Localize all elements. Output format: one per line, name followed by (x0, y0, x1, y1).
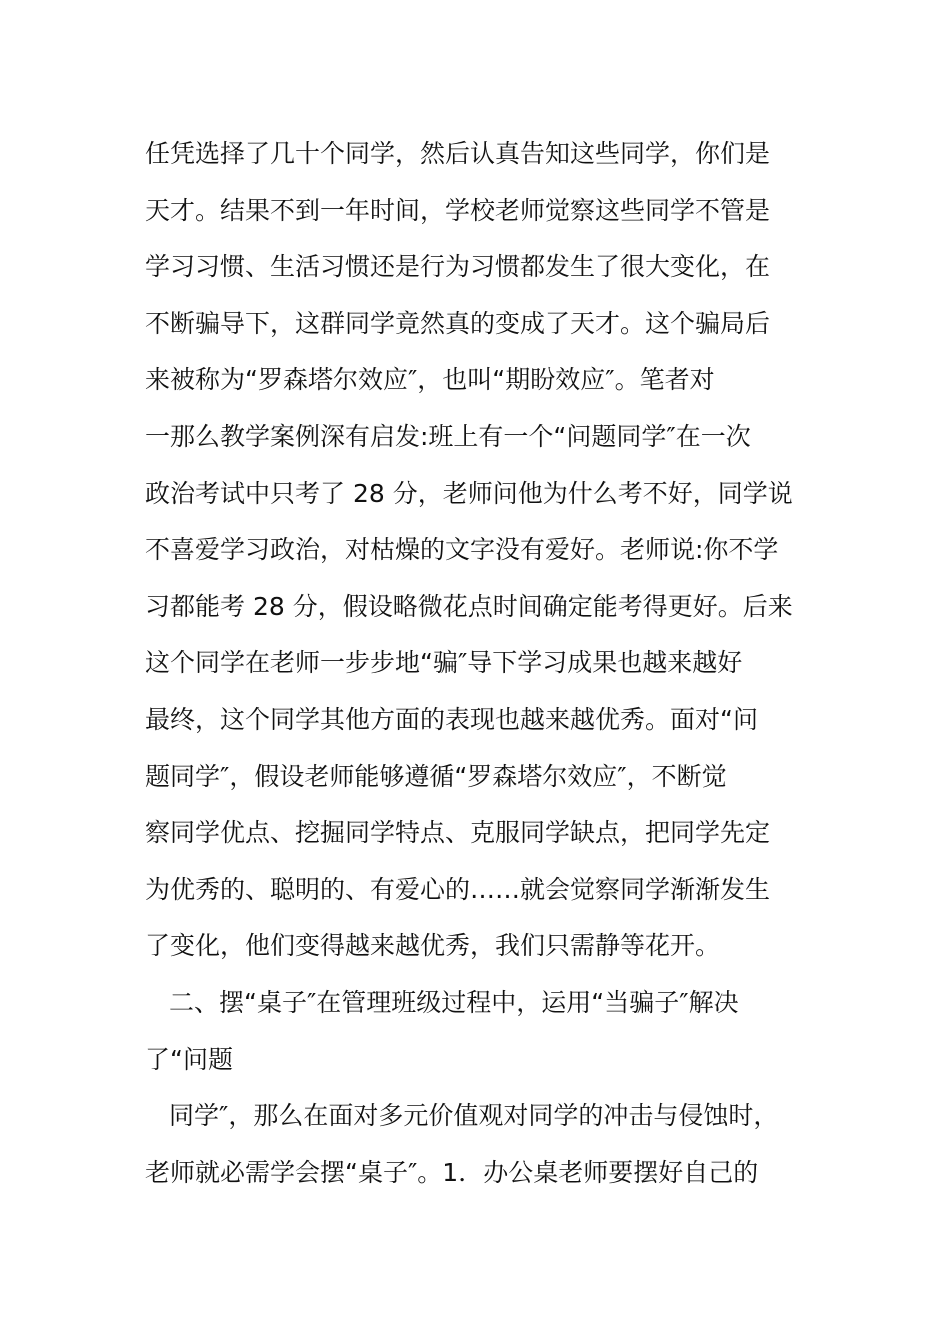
text-line: 老师就必需学会摆“桌子″。1．办公桌老师要摆好自己的 (145, 1157, 759, 1187)
text-line: 不喜爱学习政治，对枯燥的文字没有爱好。老师说:你不学 (145, 535, 779, 565)
text-line: 不断骗导下，这群同学竟然真的变成了天才。这个骗局后 (145, 308, 771, 338)
text-line: 任凭选择了几十个同学，然后认真告知这些同学，你们是 (145, 139, 771, 168)
text-line: 为优秀的、聪明的、有爱心的……就会觉察同学渐渐发生 (145, 874, 771, 904)
text-line: 这个同学在老师一步步地“骗″导下学习成果也越来越好 (145, 648, 743, 678)
text-line: 察同学优点、挖掘同学特点、克服同学缺点，把同学先定 (145, 818, 771, 848)
text-line: 同学″，那么在面对多元价值观对同学的冲击与侵蚀时， (169, 1101, 779, 1131)
text-line: 了“问题 (145, 1044, 233, 1074)
section-heading-line: 二、摆“桌子″在管理班级过程中，运用“当骗子″解决 (169, 987, 739, 1017)
body-text (145, 126, 815, 1201)
text-line: 最终，这个同学其他方面的表现也越来越优秀。面对“问 (145, 704, 758, 734)
text-line: 政治考试中只考了 28 分，老师问他为什么考不好，同学说 (145, 478, 793, 508)
text-line: 一那么教学案例深有启发:班上有一个“问题同学″在一次 (145, 421, 751, 451)
text-line: 来被称为“罗森塔尔效应″，也叫“期盼效应″。笔者对 (145, 365, 715, 395)
text-line: 习都能考 28 分，假设略微花点时间确定能考得更好。后来 (145, 591, 793, 621)
text-line: 了变化，他们变得越来越优秀，我们只需静等花开。 (145, 931, 721, 961)
text-line: 题同学″，假设老师能够遵循“罗森塔尔效应″，不断觉 (145, 761, 727, 791)
text-line: 天才。结果不到一年时间，学校老师觉察这些同学不管是 (145, 195, 771, 225)
text-line: 学习习惯、生活习惯还是行为习惯都发生了很大变化，在 (145, 252, 771, 282)
